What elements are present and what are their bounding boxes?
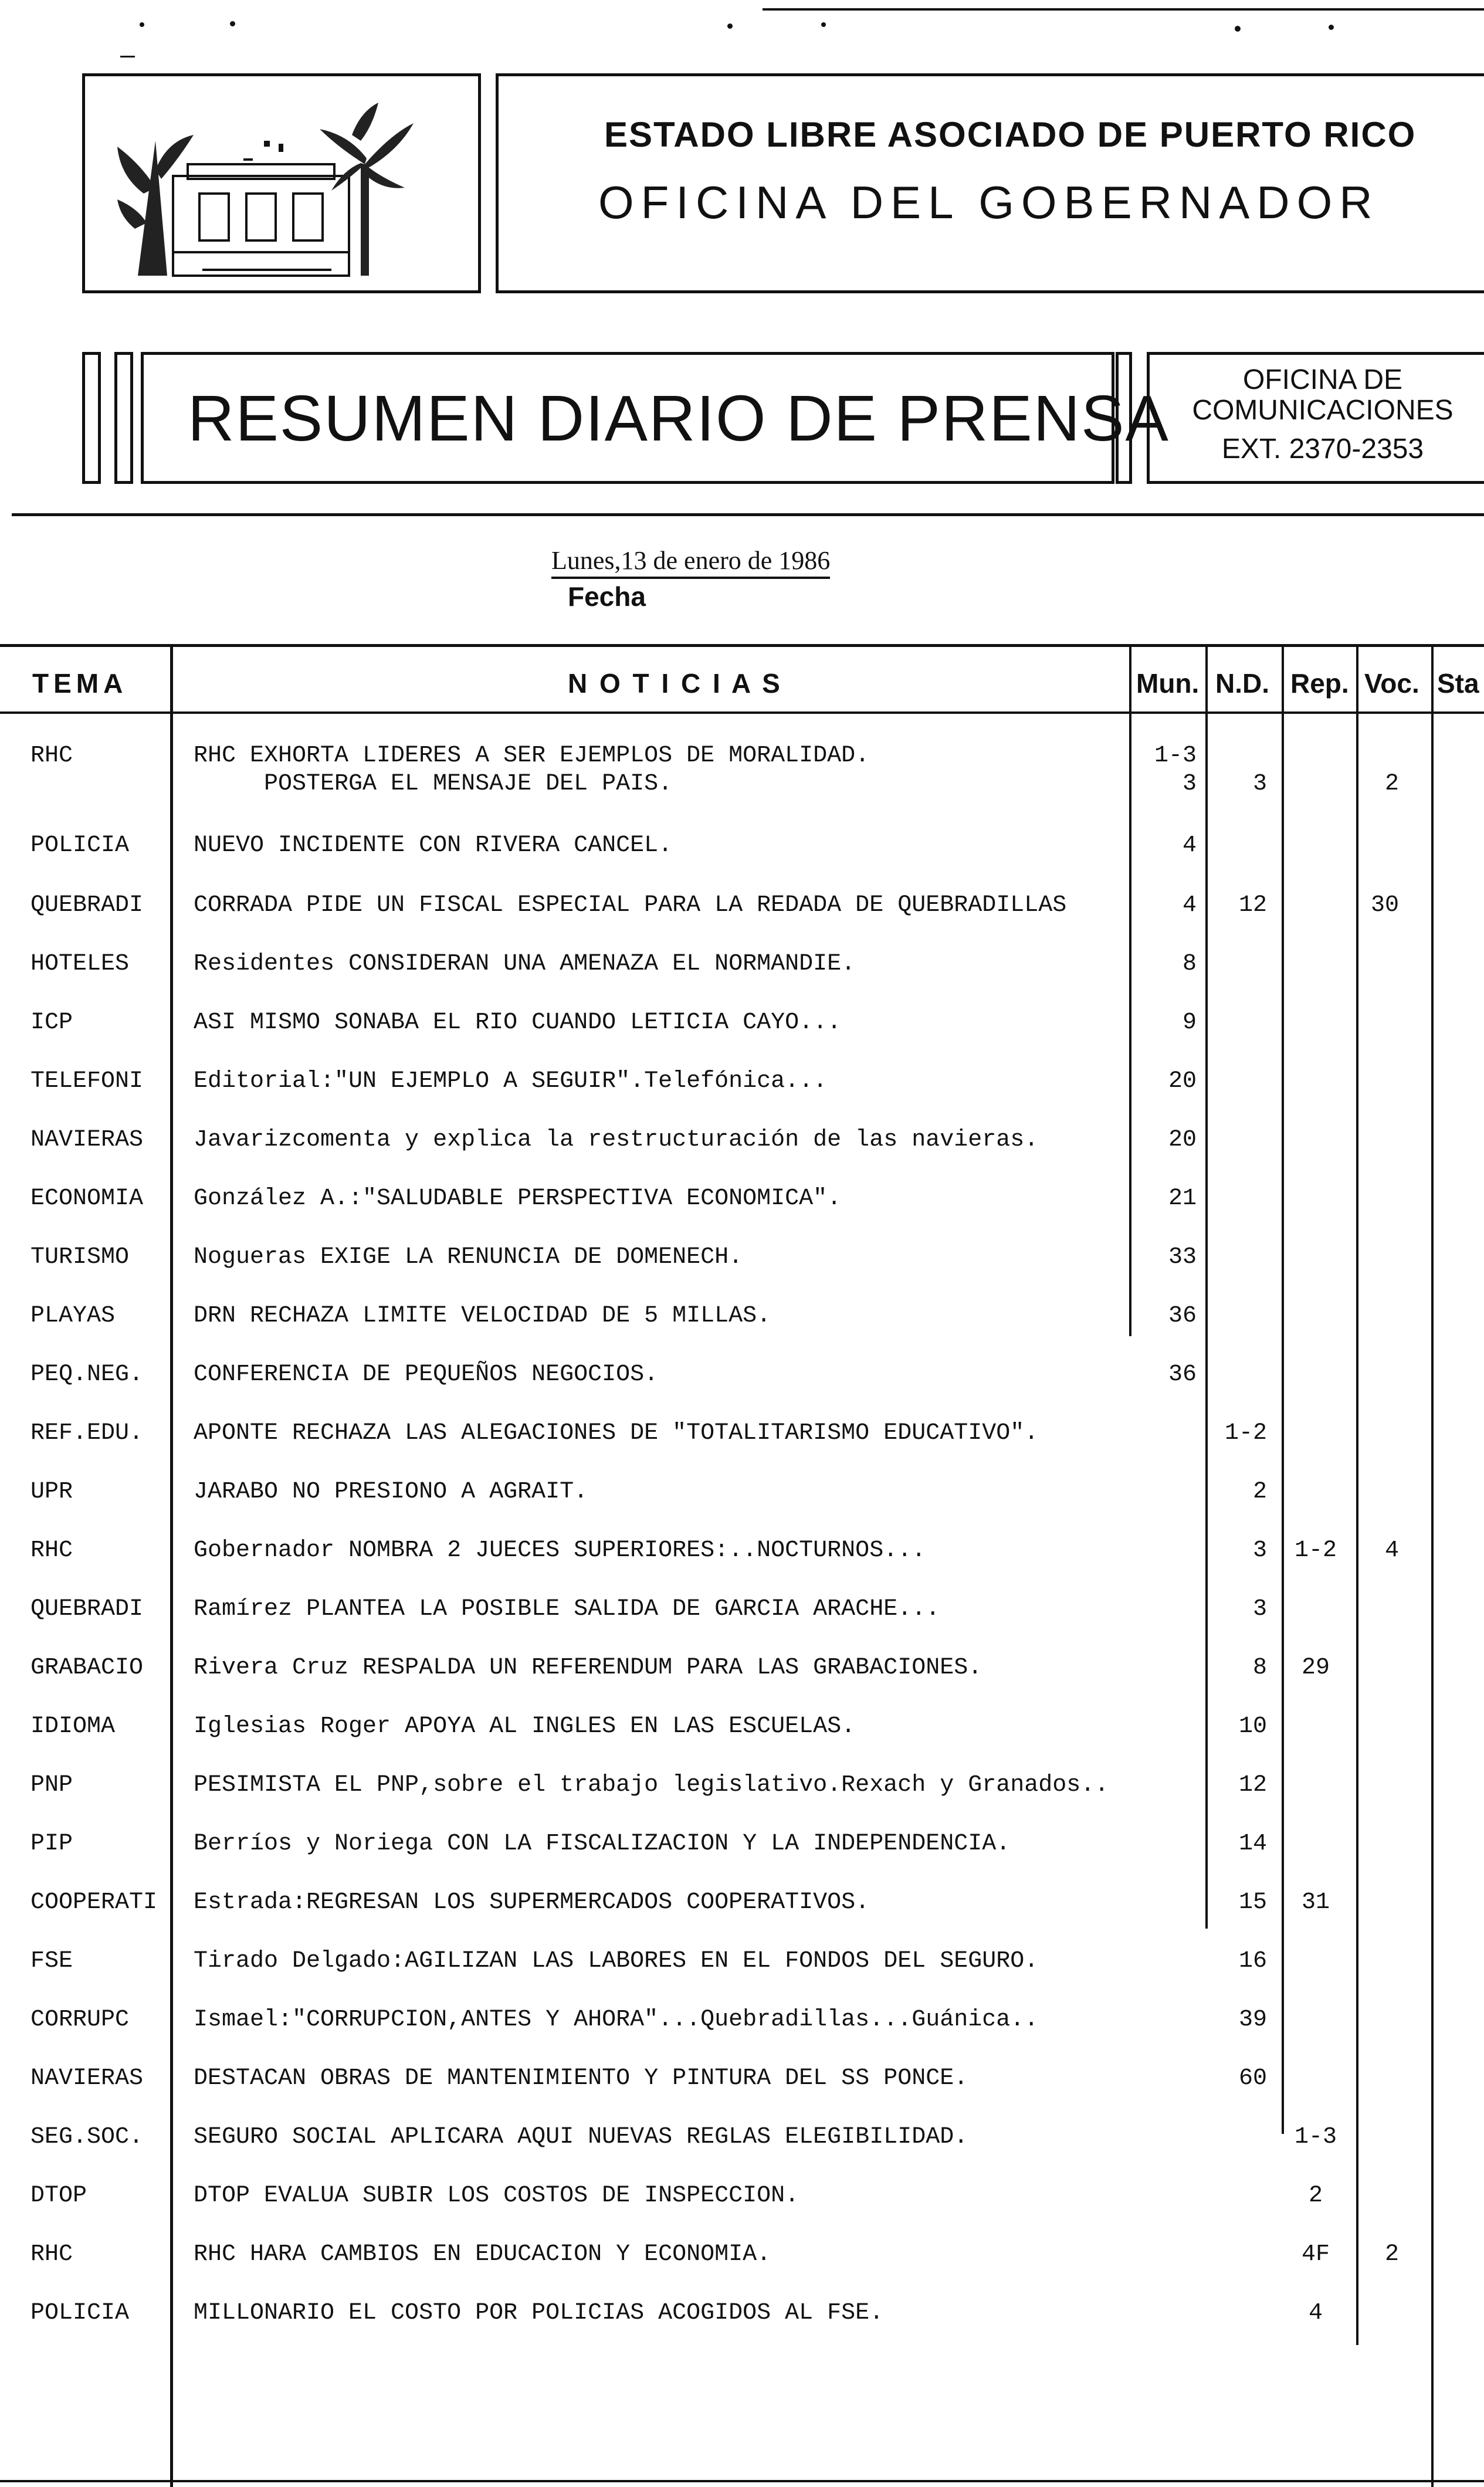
cell-mun: 4: [1182, 892, 1197, 919]
cell-noticia: Berríos y Noriega CON LA FISCALIZACION Y LA INDEPENDENCIA.: [194, 1831, 1011, 1857]
cell-tema: TURISMO: [31, 1244, 130, 1270]
cell-voc: 2: [1384, 2241, 1399, 2268]
cell-rep: 29: [1301, 1655, 1330, 1681]
cell-noticia: MILLONARIO EL COSTO POR POLICIAS ACOGIDOS AL FSE.: [194, 2300, 884, 2326]
cell-noticia: Ismael:"CORRUPCION,ANTES Y AHORA"...Quebradillas...Guánica..: [194, 2007, 1039, 2033]
cell-noticia: DESTACAN OBRAS DE MANTENIMIENTO Y PINTURA DEL SS PONCE.: [194, 2065, 968, 2092]
cell-noticia: González A.:"SALUDABLE PERSPECTIVA ECONOMICA".: [194, 1185, 842, 1212]
cell-tema: DTOP: [31, 2183, 87, 2209]
banner-decor-bar: [114, 352, 133, 484]
cell-mun: 9: [1182, 1009, 1197, 1036]
date-value: Lunes,13 de enero de 1986: [551, 545, 830, 579]
cell-noticia: Ramírez PLANTEA LA POSIBLE SALIDA DE GARCIA ARACHE...: [194, 1596, 940, 1622]
cell-noticia: CORRADA PIDE UN FISCAL ESPECIAL PARA LA REDADA DE QUEBRADILLAS: [194, 892, 1067, 919]
cell-noticia: Nogueras EXIGE LA RENUNCIA DE DOMENECH.: [194, 1244, 743, 1270]
scan-speck: [821, 22, 826, 27]
cell-tema: REF.EDU.: [31, 1420, 144, 1446]
banner-decor-bar: [82, 352, 101, 484]
scan-speck: [1235, 26, 1241, 32]
cell-tema: CORRUPC: [31, 2007, 130, 2033]
cell-rep: 1-3: [1294, 2124, 1337, 2150]
cell-noticia: Editorial:"UN EJEMPLO A SEGUIR".Telefónica...: [194, 1068, 828, 1095]
column-header-mun: Mun.: [1136, 668, 1200, 699]
cell-noticia: Iglesias Roger APOYA AL INGLES EN LAS ESCUELAS.: [194, 1713, 856, 1740]
column-header-rep: Rep.: [1290, 668, 1349, 699]
cell-rep: 4: [1308, 2300, 1323, 2326]
cell-mun: 20: [1168, 1068, 1197, 1095]
scan-speck: [1329, 25, 1334, 30]
communications-line-2: COMUNICACIONES: [1192, 395, 1453, 426]
cell-rep: 4F: [1301, 2241, 1330, 2268]
cell-tema: FSE: [31, 1948, 73, 1974]
cell-tema: RHC: [31, 743, 73, 769]
cell-noticia: Gobernador NOMBRA 2 JUECES SUPERIORES:..NOCTURNOS...: [194, 1537, 926, 1564]
cell-tema: PIP: [31, 1831, 73, 1857]
cell-noticia: DRN RECHAZA LIMITE VELOCIDAD DE 5 MILLAS.: [194, 1303, 771, 1329]
cell-voc: 4: [1384, 1537, 1399, 1564]
cell-noticia: Residentes CONSIDERAN UNA AMENAZA EL NORMANDIE.: [194, 951, 856, 977]
scan-speck: [727, 23, 733, 29]
cell-noticia: ASI MISMO SONABA EL RIO CUANDO LETICIA CAYO...: [194, 1009, 842, 1036]
cell-mun: 3: [1182, 771, 1197, 797]
government-name: ESTADO LIBRE ASOCIADO DE PUERTO RICO: [604, 115, 1417, 154]
cell-tema: COOPERATI: [31, 1889, 158, 1916]
banner-title: RESUMEN DIARIO DE PRENSA: [188, 382, 1170, 455]
cell-nd: 1-2: [1224, 1420, 1267, 1446]
cell-nd: 14: [1238, 1831, 1267, 1857]
cell-tema: POLICIA: [31, 2300, 130, 2326]
cell-mun: 21: [1168, 1185, 1197, 1212]
cell-noticia: RHC EXHORTA LIDERES A SER EJEMPLOS DE MORALIDAD.: [194, 743, 870, 769]
cell-tema: PLAYAS: [31, 1303, 116, 1329]
cell-tema: GRABACIO: [31, 1655, 144, 1681]
cell-mun: 36: [1168, 1361, 1197, 1388]
cell-noticia: Rivera Cruz RESPALDA UN REFERENDUM PARA LAS GRABACIONES.: [194, 1655, 982, 1681]
header-divider: [12, 513, 1484, 516]
cell-rep: 1-2: [1294, 1537, 1337, 1564]
cell-noticia: POSTERGA EL MENSAJE DEL PAIS.: [194, 771, 673, 797]
cell-tema: ECONOMIA: [31, 1185, 144, 1212]
cell-tema: IDIOMA: [31, 1713, 116, 1740]
office-name: OFICINA DEL GOBERNADOR: [598, 177, 1380, 228]
page-bottom-rule: [0, 2480, 1484, 2482]
cell-noticia: NUEVO INCIDENTE CON RIVERA CANCEL.: [194, 832, 673, 859]
table-header-rule: [0, 711, 1484, 714]
cell-mun: 4: [1182, 832, 1197, 859]
cell-mun: 8: [1182, 951, 1197, 977]
cell-noticia: JARABO NO PRESIONO A AGRAIT.: [194, 1479, 588, 1505]
cell-rep: 2: [1308, 2183, 1323, 2209]
communications-extension: EXT. 2370-2353: [1221, 433, 1424, 465]
cell-nd: 16: [1238, 1948, 1267, 1974]
cell-mun: 33: [1168, 1244, 1197, 1270]
governor-mansion-logo: [85, 76, 478, 290]
cell-noticia: Javarizcomenta y explica la restructuración de las navieras.: [194, 1127, 1039, 1153]
cell-nd: 3: [1252, 771, 1267, 797]
communications-line-1: OFICINA DE: [1242, 364, 1403, 395]
cell-noticia: CONFERENCIA DE PEQUEÑOS NEGOCIOS.: [194, 1361, 659, 1388]
column-header-voc: Voc.: [1364, 668, 1419, 699]
cell-tema: RHC: [31, 1537, 73, 1564]
table-top-rule: [0, 644, 1484, 647]
date-label: Fecha: [568, 581, 646, 612]
column-header-sta: Sta: [1437, 668, 1479, 699]
page-top-rule: [763, 8, 1484, 11]
scan-mark: [120, 56, 135, 57]
cell-noticia: DTOP EVALUA SUBIR LOS COSTOS DE INSPECCION.: [194, 2183, 799, 2209]
banner-decor-bar: [1116, 352, 1132, 484]
cell-nd: 15: [1238, 1889, 1267, 1916]
cell-mun: 1-3: [1154, 743, 1197, 769]
cell-tema: UPR: [31, 1479, 73, 1505]
column-header-noticias: N O T I C I A S: [568, 668, 782, 699]
cell-noticia: Estrada:REGRESAN LOS SUPERMERCADOS COOPERATIVOS.: [194, 1889, 870, 1916]
column-divider-tema: [170, 644, 173, 2487]
cell-nd: 2: [1252, 1479, 1267, 1505]
cell-tema: HOTELES: [31, 951, 130, 977]
cell-rep: 31: [1301, 1889, 1330, 1916]
cell-tema: PNP: [31, 1772, 73, 1798]
cell-tema: POLICIA: [31, 832, 130, 859]
cell-nd: 12: [1238, 1772, 1267, 1798]
cell-noticia: APONTE RECHAZA LAS ALEGACIONES DE "TOTALITARISMO EDUCATIVO".: [194, 1420, 1039, 1446]
cell-noticia: PESIMISTA EL PNP,sobre el trabajo legislativo.Rexach y Granados..: [194, 1772, 1109, 1798]
cell-noticia: SEGURO SOCIAL APLICARA AQUI NUEVAS REGLAS ELEGIBILIDAD.: [194, 2124, 968, 2150]
cell-nd: 10: [1238, 1713, 1267, 1740]
cell-tema: SEG.SOC.: [31, 2124, 144, 2150]
cell-tema: RHC: [31, 2241, 73, 2268]
cell-voc: 2: [1384, 771, 1399, 797]
cell-nd: 39: [1238, 2007, 1267, 2033]
column-header-nd: N.D.: [1215, 668, 1269, 699]
cell-voc: 30: [1370, 892, 1399, 919]
cell-nd: 3: [1252, 1537, 1267, 1564]
scan-speck: [230, 21, 235, 26]
cell-tema: TELEFONI: [31, 1068, 144, 1095]
cell-tema: QUEBRADI: [31, 1596, 144, 1622]
scan-speck: [140, 22, 144, 27]
cell-tema: QUEBRADI: [31, 892, 144, 919]
cell-nd: 12: [1238, 892, 1267, 919]
cell-nd: 60: [1238, 2065, 1267, 2092]
cell-nd: 8: [1252, 1655, 1267, 1681]
cell-tema: PEQ.NEG.: [31, 1361, 144, 1388]
cell-mun: 20: [1168, 1127, 1197, 1153]
cell-tema: NAVIERAS: [31, 1127, 144, 1153]
cell-noticia: Tirado Delgado:AGILIZAN LAS LABORES EN EL FONDOS DEL SEGURO.: [194, 1948, 1039, 1974]
cell-mun: 36: [1168, 1303, 1197, 1329]
cell-nd: 3: [1252, 1596, 1267, 1622]
cell-tema: NAVIERAS: [31, 2065, 144, 2092]
cell-noticia: RHC HARA CAMBIOS EN EDUCACION Y ECONOMIA.: [194, 2241, 771, 2268]
column-divider-voc: [1431, 644, 1434, 2487]
cell-tema: ICP: [31, 1009, 73, 1036]
column-header-tema: TEMA: [32, 668, 128, 699]
logo-frame: [82, 73, 481, 293]
